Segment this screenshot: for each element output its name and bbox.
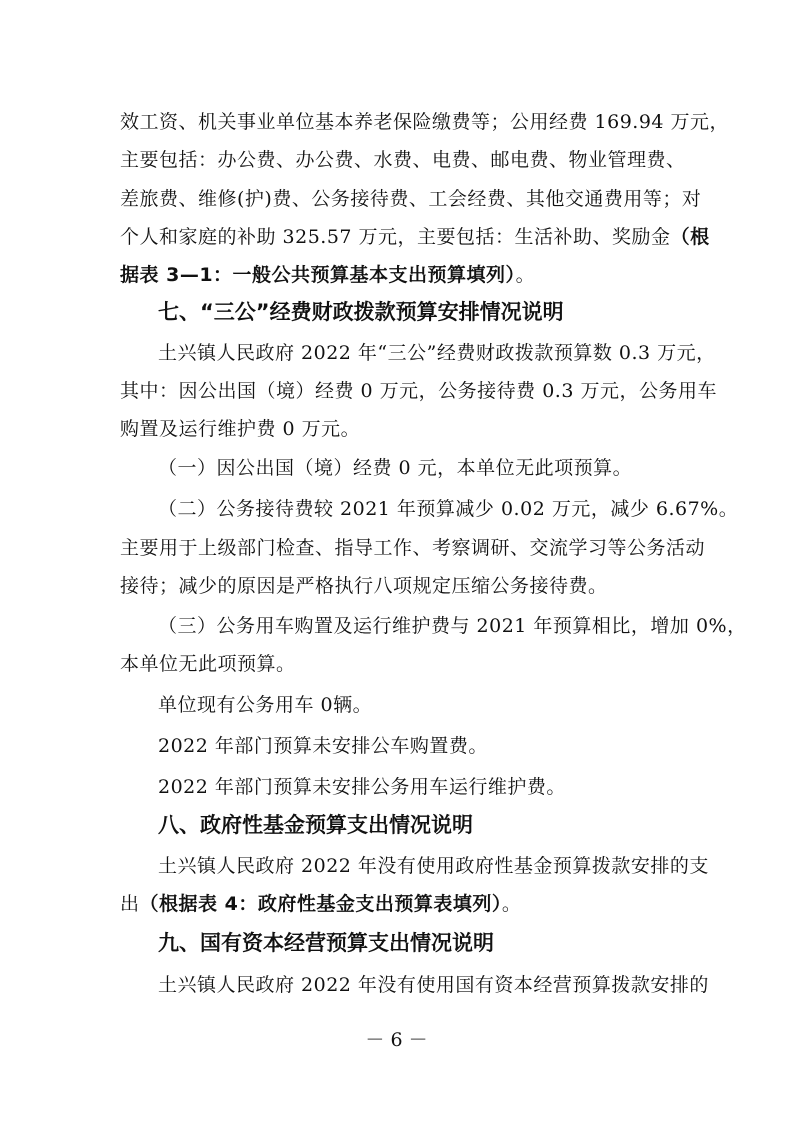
paragraph-line: 接待；减少的原因是严格执行八项规定压缩公务接待费。 [120,575,608,597]
paragraph-line: （三）公务用车购置及运行维护费与 2021 年预算相比，增加 0%， [158,615,747,637]
paragraph-text: 。 [501,893,522,915]
paragraph-line: （一）因公出国（境）经费 0 元，本单位无此项预算。 [158,457,633,479]
paragraph-line: 效工资、机关事业单位基本养老保险缴费等；公用经费 169.94 万元， [120,111,730,133]
paragraph-line [120,892,680,916]
paragraph-line: 单位现有公务用车 0辆。 [158,694,373,716]
emphasis-text: （根 [670,226,710,248]
paragraph-text: 个人和家庭的补助 325.57 万元，主要包括：生活补助、奖励金 [120,226,671,248]
paragraph-line: 购置及运行维护费 0 万元。 [120,418,361,440]
paragraph-line: 土兴镇人民政府 2022 年没有使用国有资本经营预算拨款安排的 [158,974,709,996]
page-number: － 6 － [365,1029,428,1051]
section-heading-9: 九、国有资本经营预算支出情况说明 [158,931,494,955]
paragraph-line [120,263,680,287]
paragraph-line: 土兴镇人民政府 2022 年“三公”经费财政拨款预算数 0.3 万元， [158,342,716,364]
paragraph-line: 土兴镇人民政府 2022 年没有使用政府性基金预算拨款安排的支 [158,855,709,877]
paragraph-line: 差旅费、维修(护)费、公务接待费、工会经费、其他交通费用等；对 [120,188,702,210]
paragraph-line: 其中：因公出国（境）经费 0 万元，公务接待费 0.3 万元，公务用车 [120,380,717,402]
paragraph-line: 本单位无此项预算。 [120,653,296,675]
emphasis-text: （根据表 4：政府性基金支出预算表填列） [139,893,502,915]
section-heading-8: 八、政府性基金预算支出情况说明 [158,813,473,837]
paragraph-line: （二）公务接待费较 2021 年预算减少 0.02 万元，减少 6.67%。 [158,498,739,520]
paragraph-text: 。 [515,264,536,286]
paragraph-line [120,225,710,249]
paragraph-line: 主要包括：办公费、办公费、水费、电费、邮电费、物业管理费、 [120,149,686,171]
paragraph-line: 主要用于上级部门检查、指导工作、考察调研、交流学习等公务活动 [120,537,706,559]
section-heading-7: 七、“三公”经费财政拨款预算安排情况说明 [158,300,564,324]
emphasis-text: 据表 3—1：一般公共预算基本支出预算填列） [120,264,516,286]
paragraph-text: 出 [120,893,140,915]
paragraph-line: 2022 年部门预算未安排公务用车运行维护费。 [158,776,566,798]
paragraph-line: 2022 年部门预算未安排公车购置费。 [158,735,488,757]
